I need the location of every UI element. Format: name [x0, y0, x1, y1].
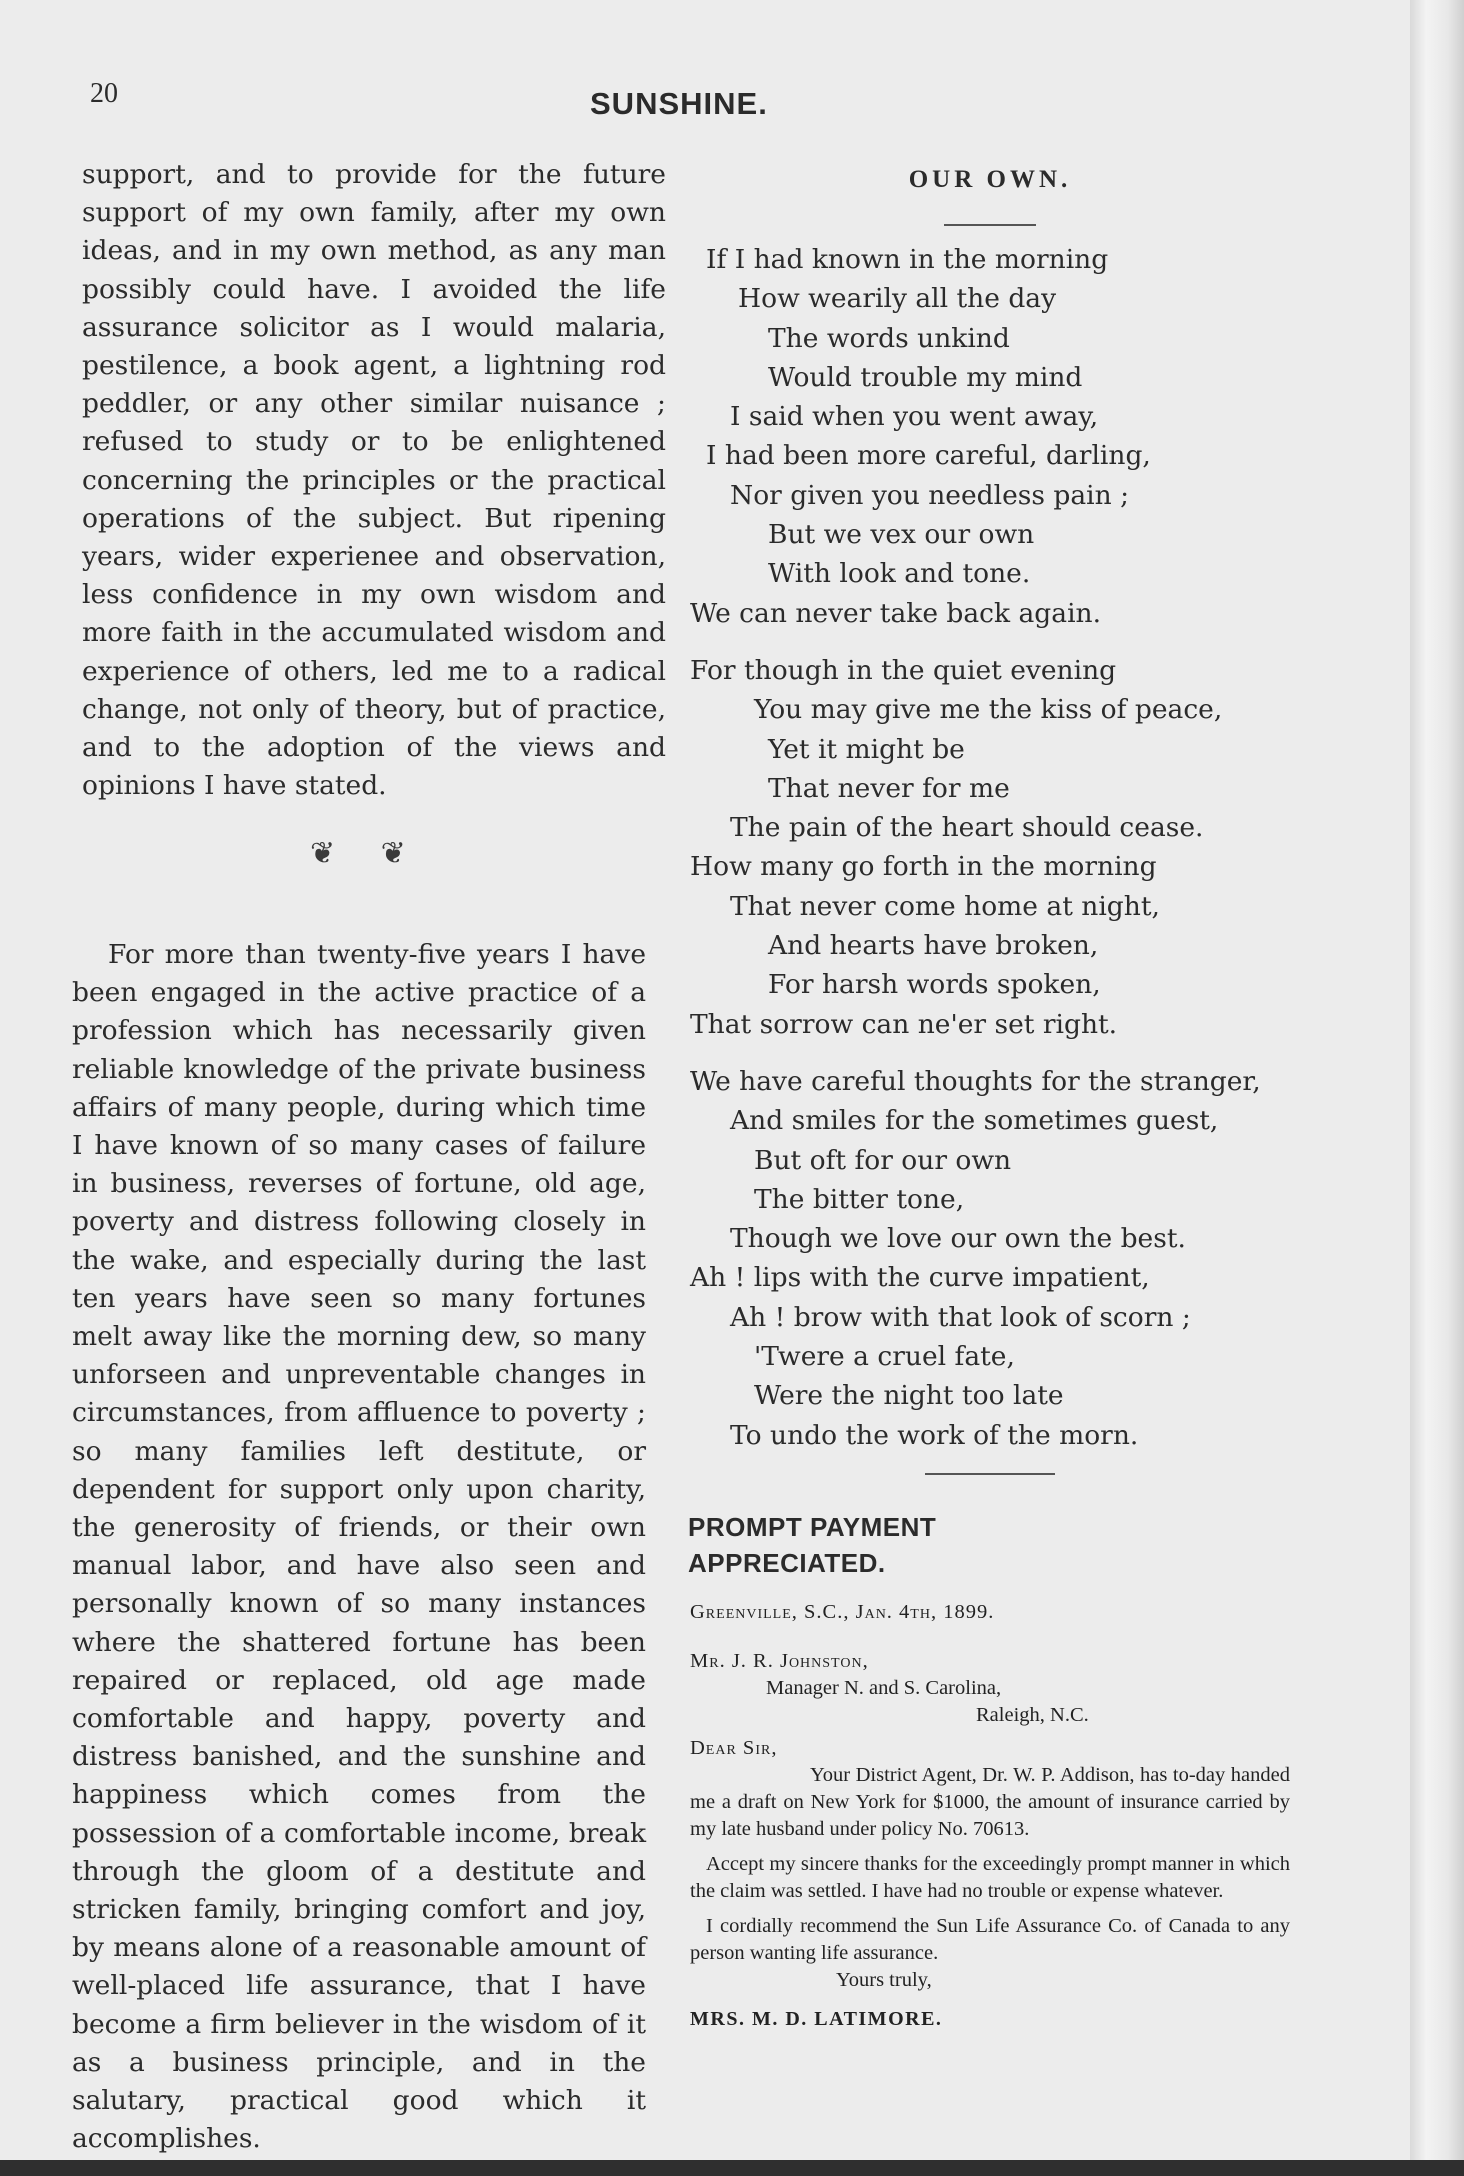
- testimonial-letter: [690, 1599, 1290, 2033]
- essay-paragraph: For more than twenty-five years I have been engaged in the active practice of a profession which has necessarily given reliable knowledge of the private business affairs of many people, during which time I have known of so many cases of failure in business, reverses of fortune, old age, poverty and distress following closely in the wake, and especially during the last ten years have seen so many fortunes melt away like the morning dew, so many unforseen and unpreventable changes in circumstances, from affluence to poverty ; so many families left destitute, or dependent for support only upon charity, the generosity of friends, or their own manual labor, and have also seen and personally known of so many instances where the shattered fortune has been repaired or replaced, old age made comfortable and happy, poverty and distress banished, and the sunshine and happiness which comes from the possession of a comfortable income, break through the gloom of a destitute and stricken family, bringing comfort and joy, by means alone of a reasonable amount of well-placed life assurance, that I have become a firm believer in the wisdom of it as a business principle, and in the salutary, practical good which it accomplishes.: [72, 939, 646, 2155]
- poem-line: That never come home at night,: [730, 890, 1160, 922]
- essay-paragraph-continued: support, and to provide for the future support of my own family, after my own ideas, and in my own method, as any man possibly could have. I avoided the life assurance solicitor as I would malaria, pestilence, a book agent, a lightning rod peddler, or any other similar nuisance ; refused to study or to be enlightened concerning the principles or the practical operations of the subject. But ripening years, wider experienee and observation, less confidence in my own wisdom and more faith in the accumulated wisdom and experience of others, led me to a radical change, not only of theory, but of practice, and to the adoption of the views and opinions I have stated.: [82, 159, 666, 802]
- poem-line: And smiles for the sometimes guest,: [730, 1105, 1219, 1137]
- scan-bottom-border: [0, 2160, 1464, 2176]
- section-ornament: ❦ ❦: [310, 836, 424, 871]
- right-column: [690, 160, 1290, 2033]
- page-number: 20: [90, 78, 118, 109]
- letter-body-paragraph: Your District Agent, Dr. W. P. Addison, has to-day handed me a draft on New York for $1000, the amount of insurance carried by my late husband under policy No. 70613.: [690, 1763, 1290, 1840]
- poem-stanza-1: [690, 240, 1290, 633]
- running-head: SUNSHINE.: [590, 86, 768, 121]
- letter-signature: MRS. M. D. LATIMORE.: [690, 2007, 943, 2030]
- poem-stanza-2: [690, 651, 1290, 1044]
- poem-line: The pain of the heart should cease.: [730, 812, 1204, 844]
- poem-line: Were the night too late: [754, 1380, 1064, 1412]
- letter-heading-line-1: PROMPT PAYMENT: [688, 1511, 937, 1542]
- poem-stanza-3: [690, 1062, 1290, 1455]
- poem-line: Yet it might be: [768, 733, 965, 765]
- poem-line: 'Twere a cruel fate,: [754, 1341, 1015, 1373]
- poem-line: We can never take back again.: [690, 597, 1102, 629]
- letter-closing: Yours truly,: [836, 1968, 932, 1991]
- letter-heading-line-2: APPRECIATED.: [688, 1547, 886, 1578]
- poem-line: How wearily all the day: [738, 283, 1057, 315]
- poem-line: That never for me: [768, 772, 1010, 804]
- title-rule: [944, 224, 1036, 226]
- letter-address-city: Raleigh, N.C.: [976, 1703, 1089, 1726]
- poem-line: If I had known in the morning: [706, 244, 1109, 275]
- poem-line: The bitter tone,: [754, 1183, 965, 1215]
- poem-line: How many go forth in the morning: [690, 851, 1157, 883]
- poem-title: OUR OWN.: [908, 166, 1072, 193]
- letter-body-paragraph: I cordially recommend the Sun Life Assurance Co. of Canada to any person wanting life assurance.: [690, 1914, 1290, 1964]
- poem-line: Nor given you needless pain ;: [730, 479, 1130, 511]
- poem-line: For harsh words spoken,: [768, 969, 1101, 1001]
- poem-line: With look and tone.: [768, 558, 1031, 590]
- poem: [690, 240, 1290, 1455]
- poem-line: You may give me the kiss of peace,: [754, 694, 1223, 726]
- adjacent-page-edge: [1410, 0, 1464, 2176]
- poem-line: Though we love our own the best.: [730, 1223, 1186, 1255]
- poem-line: I had been more careful, darling,: [706, 440, 1151, 472]
- poem-line: To undo the work of the morn.: [730, 1419, 1139, 1451]
- section-rule: [925, 1473, 1055, 1475]
- poem-line: That sorrow can ne'er set right.: [690, 1008, 1118, 1040]
- letter-address-name: Mr. J. R. Johnston,: [690, 1649, 869, 1672]
- poem-line: For though in the quiet evening: [690, 654, 1117, 686]
- poem-line: But oft for our own: [754, 1144, 1012, 1176]
- poem-line: I said when you went away,: [730, 401, 1099, 433]
- letter-address-title: Manager N. and S. Carolina,: [766, 1676, 1002, 1699]
- poem-line: And hearts have broken,: [768, 930, 1099, 962]
- poem-line: We have careful thoughts for the stranger,: [690, 1065, 1261, 1097]
- left-column-top: [82, 156, 666, 805]
- poem-line: But we vex our own: [768, 519, 1035, 551]
- letter-salutation: Dear Sir,: [690, 1736, 778, 1759]
- left-column-bottom: [72, 936, 646, 2159]
- letter-body-paragraph: Accept my sincere thanks for the exceedingly prompt manner in which the claim was settled. I have had no trouble or expense whatever.: [690, 1852, 1290, 1902]
- poem-line: The words unkind: [768, 322, 1010, 354]
- poem-line: Ah ! brow with that look of scorn ;: [730, 1301, 1191, 1333]
- poem-line: Would trouble my mind: [768, 361, 1083, 393]
- letter-dateline: Greenville, S.C., Jan. 4th, 1899.: [690, 1600, 995, 1623]
- poem-line: Ah ! lips with the curve impatient,: [690, 1262, 1150, 1294]
